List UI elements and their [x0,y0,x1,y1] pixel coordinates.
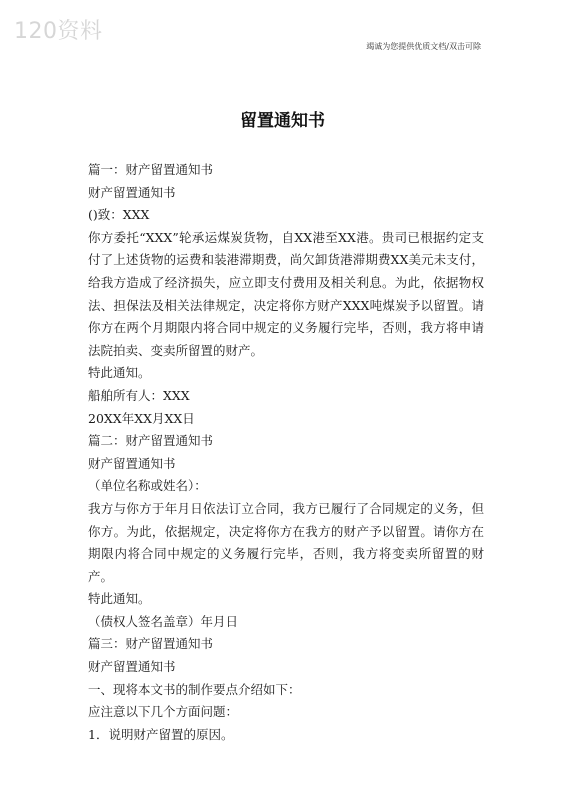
notice-heading: 财产留置通知书 [88,659,176,675]
document-title: 留置通知书 [240,111,325,131]
date-line: 20XX年XX月XX日 [88,410,195,426]
notice-heading: 财产留置通知书 [88,184,176,200]
section-heading-3: 篇三：财产留置通知书 [88,636,214,652]
document-body [88,159,484,746]
header-note: 竭诚为您提供优质文档/双击可除 [366,42,481,51]
closing-line: 特此通知。 [88,591,151,607]
watermark-logo: 120资料 [14,19,103,44]
list-item: 1．说明财产留置的原因。 [88,726,234,742]
body-paragraph-2: 我方与你方于年月日依法订立合同，我方已履行了合同规定的义务，但你方。为此，依据规定，决定将你方在我方的财产予以留置。请你方在期限内将合同中规定的义务履行完毕，否则，我方将变卖所留置的财产。 [88,500,484,584]
section-heading-1: 篇一：财产留置通知书 [88,162,214,177]
list-intro: 应注意以下几个方面问题： [88,704,239,720]
notice-heading: 财产留置通知书 [88,455,176,471]
section-heading-2: 篇二：财产留置通知书 [88,433,214,449]
body-paragraph-1: 你方委托“XXX”轮承运煤炭货物，自XX港至XX港。贵司已根据约定支付了上述货物的运费和装港滞期费，尚欠卸货港滞期费XX美元未支付，给我方造成了经济损失，应立即支付费用及相关利息。为此，依据物权法、担保法及相关法律规定，决定将你方财产XXX吨煤炭予以留置。请你方在两个月期限内将合同中规定的义务履行完毕，否则，我方将申请法院拍卖、变卖所留置的财产。 [88,229,484,358]
signature-line: 船舶所有人：XXX [88,387,190,403]
closing-line: 特此通知。 [88,365,151,381]
list-intro: 一、现将本文书的制作要点介绍如下： [88,681,301,697]
addressee-line: （单位名称或姓名）： [88,478,207,494]
signature-line: （债权人签名盖章）年月日 [88,613,239,629]
addressee-line: ()致：XXX [88,207,150,223]
